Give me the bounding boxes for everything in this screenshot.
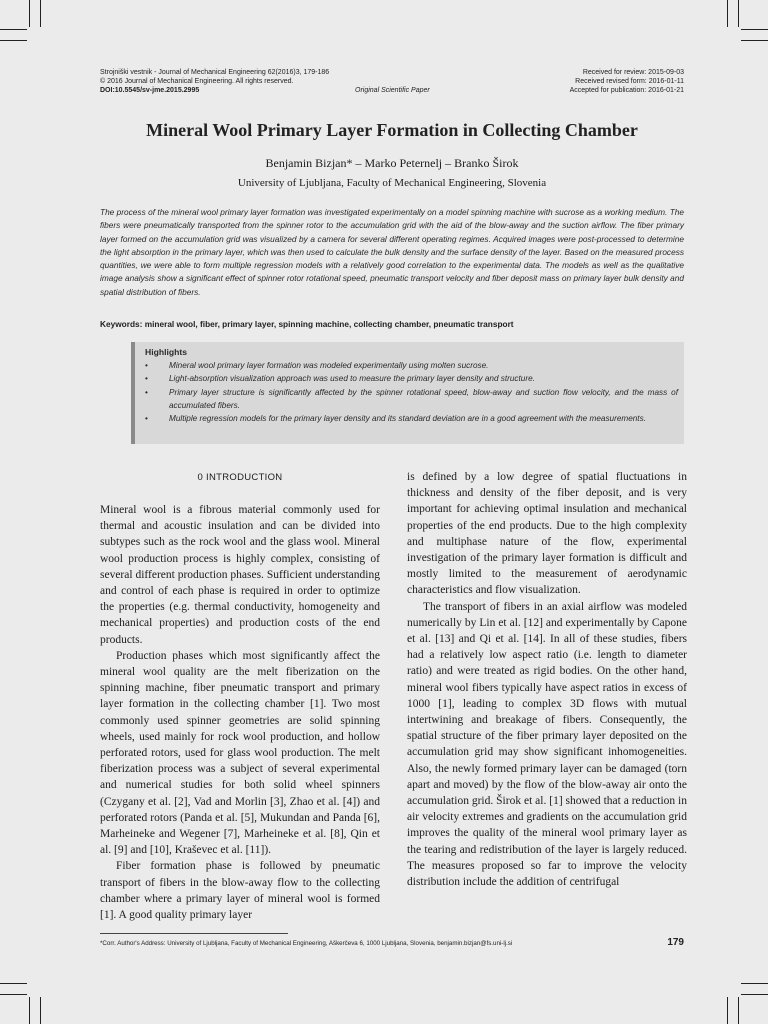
section-heading-introduction: 0 INTRODUCTION [197, 472, 283, 483]
accepted-date: Accepted for publication: 2016-01-21 [569, 87, 684, 94]
copyright-line: © 2016 Journal of Mechanical Engineering. All rights reserved. [100, 78, 294, 85]
crop-mark [738, 0, 739, 27]
page-number: 179 [667, 937, 684, 948]
doi-link[interactable]: DOI:10.5545/sv-jme.2015.2995 [100, 87, 200, 94]
body-paragraph: Mineral wool is a fibrous material commonly used for thermal and acoustic insulation and can be divided into subtypes such as the rock wool and the glass wool. Mineral wool production process is highly complex, consisting of several different production phases. Sufficient understanding and control of each phase is required in order to optimize the properties (e.g. thermal conductivity, homogeneity and mechanical properties) and production costs of the end products. [100, 504, 380, 646]
author-list: Benjamin Bizjan* – Marko Peternelj – Branko Širok [265, 156, 519, 170]
body-paragraph: is defined by a low degree of spatial fluctuations in thickness and density of the fiber deposit, and is very important for achieving optimal insulation and mechanical properties of the end products. Due to the high complexity and multiphase nature of the flow, experimental investigation of the primary layer formation is difficult and mostly limited to the measurement of aerodynamic characteristics and flow visualization. [407, 471, 687, 597]
crop-mark [0, 994, 27, 995]
crop-mark [738, 997, 739, 1024]
crop-mark [741, 983, 768, 984]
highlight-item: • Light-absorption visualization approach was used to measure the primary layer density and structure. [145, 372, 678, 385]
highlight-item: • Multiple regression models for the primary layer density and its standard deviation are in a good agreement with the measurements. [145, 412, 678, 425]
keywords: Keywords: mineral wool, fiber, primary layer, spinning machine, collecting chamber, pneumatic transport [100, 319, 514, 329]
body-column-right [407, 469, 687, 890]
crop-mark [727, 997, 728, 1024]
abstract: The process of the mineral wool primary layer formation was investigated experimentally on a model spinning machine with sucrose as a working medium. The fibers were pneumatically transported from the spinner rotor to the accumulation grid with the aid of the blow-away and the suction airflow. The fiber primary layer formed on the accumulation grid was visualized by a camera for several different operating regimes. Acquired images were post-processed to determine the light absorption in the primary layer, which was then used to calculate the bulk density and the surface density of the layer. Based on the measured process quantities, we were able to form multiple regression models with a relatively good correlation to the experimental data. The models as well as the qualitative image analysis show a significant effect of spinner rotor rotational speed, pneumatic transport velocity and fiber deposit mass on primary layer bulk density and spatial distribution of fibers. [100, 207, 684, 297]
corresponding-author-footnote: *Corr. Author's Address: University of Ljubljana, Faculty of Mechanical Engineering, Aškerčeva 6, 1000 Ljubljana, Slovenia, benjamin.bizjan@fs.uni-lj.si [100, 940, 513, 947]
footnote-rule [100, 933, 288, 934]
review-dates [424, 68, 684, 95]
journal-citation: Strojniški vestnik - Journal of Mechanical Engineering 62(2016)3, 179-186 [100, 69, 330, 76]
highlights-box [131, 342, 684, 444]
crop-mark [741, 40, 768, 41]
received-date: Received for review: 2015-09-03 [582, 69, 684, 76]
crop-mark [0, 29, 27, 30]
highlight-item: • Primary layer structure is significantly affected by the spinner rotational speed, blow-away and suction flow velocity, and the mass of accumulated fibers. [145, 386, 678, 412]
crop-mark [40, 0, 41, 27]
body-paragraph: Production phases which most significantly affect the mineral wool quality are the melt fiberization on the spinning machine, fiber pneumatic transport and primary layer formation in the collecting chamber [1]. Two most commonly used spinner geometries are solid spinning wheels, used mainly for rock wool production, and hollow perforated rotors, used for glass wool production. The melt fiberization process was a subject of several experimental and numerical studies for both solid wheel spinners (Czygany et al. [2], Vad and Morlin [3], Zhao et al. [4]) and perforated rotors (Panda et al. [5], Mukundan and Panda [6], Marheineke and Wegener [7], Marheineke et al. [8], Qin et al. [9] and [10], Kraševec et al. [11]). [100, 649, 380, 857]
crop-mark [29, 0, 30, 27]
body-column-left [100, 502, 380, 923]
crop-mark [741, 29, 768, 30]
highlight-item: • Mineral wool primary layer formation was modeled experimentally using molten sucrose. [145, 359, 678, 372]
paper-title: Mineral Wool Primary Layer Formation in Collecting Chamber [146, 120, 638, 140]
affiliation: University of Ljubljana, Faculty of Mechanical Engineering, Slovenia [237, 177, 547, 189]
crop-mark [741, 994, 768, 995]
crop-mark [0, 983, 27, 984]
crop-mark [29, 997, 30, 1024]
body-paragraph: Fiber formation phase is followed by pneumatic transport of fibers in the blow-away flow to the collecting chamber where a primary layer of mineral wool is formed [1]. A good quality primary layer [100, 860, 380, 922]
revised-date: Received revised form: 2016-01-11 [575, 78, 684, 85]
crop-mark [727, 0, 728, 27]
highlights-list [145, 359, 678, 425]
crop-mark [40, 997, 41, 1024]
highlights-heading: Highlights [145, 347, 188, 357]
paper-type: Original Scientific Paper [355, 87, 430, 94]
crop-mark [0, 40, 27, 41]
body-paragraph: The transport of fibers in an axial airflow was modeled numerically by Lin et al. [12] and experimentally by Capone et al. [13] and Qi et al. [14]. In all of these studies, fibers had a relatively low aspect ratio (i.e. length to diameter ratio) and were treated as rigid bodies. On the other hand, mineral wool fibers typically have aspect ratios in excess of 1000 [1], leading to complex 3D flows with mutual intertwining and breakage of fibers. Consequently, the spatial structure of the fiber primary layer deposited on the accumulation grid may show significant inhomogeneities. Also, the newly formed primary layer can be damaged (torn apart and moved) by the flow of the blow-away air onto the accumulation grid. Širok et al. [1] showed that a reduction in air velocity extremes and gradients on the accumulation grid improves the quality of the mineral wool primary layer as the tearing and redistribution of the layer is largely reduced. The measures proposed so far to improve the velocity distribution include the addition of centrifugal [407, 600, 687, 889]
